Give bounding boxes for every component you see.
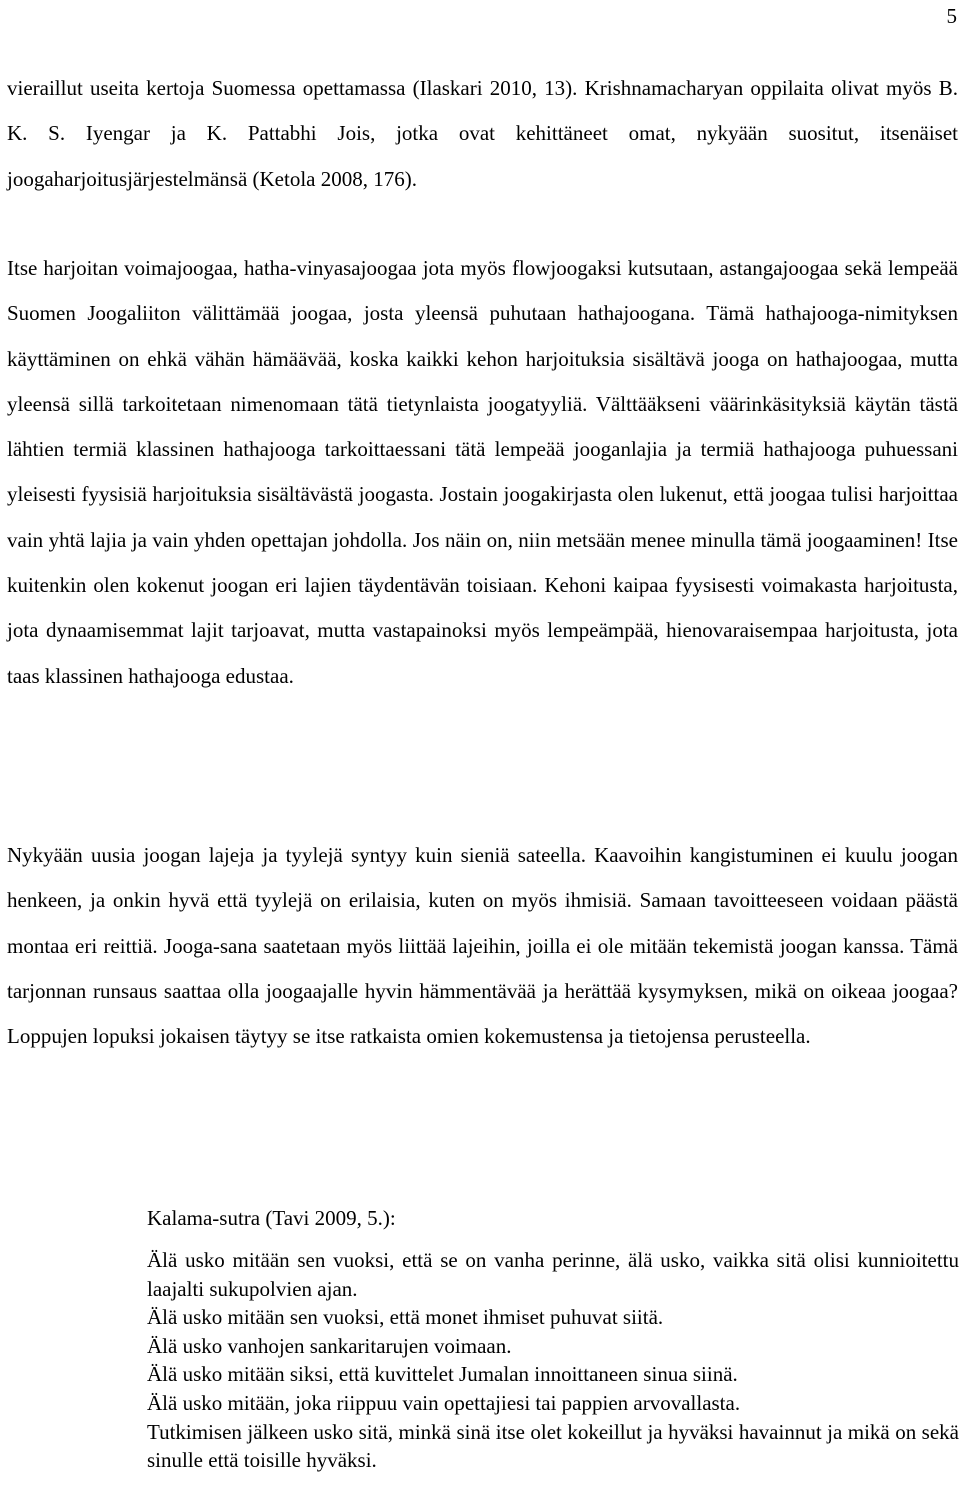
quote-line: Älä usko mitään siksi, että kuvittelet Jumalan innoittaneen sinua siinä. [147,1362,738,1387]
paragraph-1: vieraillut useita kertoja Suomessa opettamassa (Ilaskari 2010, 13). Krishnamacharyan oppilaita olivat myös B. K. S. Iyengar ja K. Pattabhi Jois, jotka ovat kehittäneet omat, nykyään suositut, itsenäiset joogaharjoitusjärjestelmänsä (Ketola 2008, 176). [7,76,958,191]
quote-line: Tutkimisen jälkeen usko sitä, minkä sinä itse olet kokeillut ja hyväksi havainnut ja mikä on sekä sinulle että toisille hyväksi. [147,1419,959,1473]
paragraph-3: Nykyään uusia joogan lajeja ja tyylejä syntyy kuin sieniä sateella. Kaavoihin kangistuminen ei kuulu joogan henkeen, ja onkin hyvä että tyylejä on erilaisia, kuten on myös ihmisiä. Samaan tavoitteeseen voidaan päästä montaa eri reittiä. Jooga-sana saatetaan myös liittää lajeihin, joilla ei ole mitään tekemistä joogan kanssa. Tämä tarjonnan runsaus saattaa olla joogaajalle hyvin hämmentävää ja herättää kysymyksen, mikä on oikeaa joogaa? Loppujen lopuksi jokaisen täytyy se itse ratkaista omien kokemustensa ja tietojensa perusteella. [7,843,958,1049]
quote-list [147,1246,959,1475]
quote-line: Älä usko mitään sen vuoksi, että se on vanha perinne, älä usko, vaikka sitä olisi kunnioitettu laajalti sukupolvien ajan. [147,1248,959,1301]
page-number: 5 [946,4,957,28]
paragraph-2: Itse harjoitan voimajoogaa, hatha-vinyasajoogaa jota myös flowjoogaksi kutsutaan, astangajoogaa sekä lempeää Suomen Joogaliiton välittämää joogaa, josta yleensä puhutaan hathajoogana. Tämä hathajooga-nimityksen käyttäminen on ehkä vähän hämäävää, koska kaikki kehon harjoituksia sisältävä jooga on hathajoogaa, mutta yleensä sillä tarkoitetaan nimenomaan tätä tietynlaista joogatyyliä. Välttääkseni väärinkäsityksiä käytän tästä lähtien termiä klassinen hathajooga tarkoittaessani tätä lempeää jooganlajia ja termiä hathajooga puhuessani yleisesti fyysisiä harjoituksia sisältävästä joogasta. Jostain joogakirjasta olen lukenut, että joogaa tulisi harjoittaa vain yhtä lajia ja vain yhden opettajan johdolla. Jos näin on, niin metsään menee minulla tämä joogaaminen! Itse kuitenkin olen kokenut joogan eri lajien täydentävän toisiaan. Kehoni kaipaa fyysisesti voimakasta harjoitusta, jota dynaamisemmat lajit tarjoavat, mutta vastapainoksi myös lempeämpää, hienovaraisempaa harjoitusta, jota taas klassinen hathajooga edustaa. [7,256,958,688]
quote-line: Älä usko mitään, joka riippuu vain opettajiesi tai pappien arvovallasta. [147,1390,741,1415]
quote-line: Älä usko mitään sen vuoksi, että monet ihmiset puhuvat siitä. [147,1305,664,1330]
quote-title: Kalama-sutra (Tavi 2009, 5.): [147,1206,396,1230]
quote-line: Älä usko vanhojen sankaritarujen voimaan. [147,1333,512,1358]
